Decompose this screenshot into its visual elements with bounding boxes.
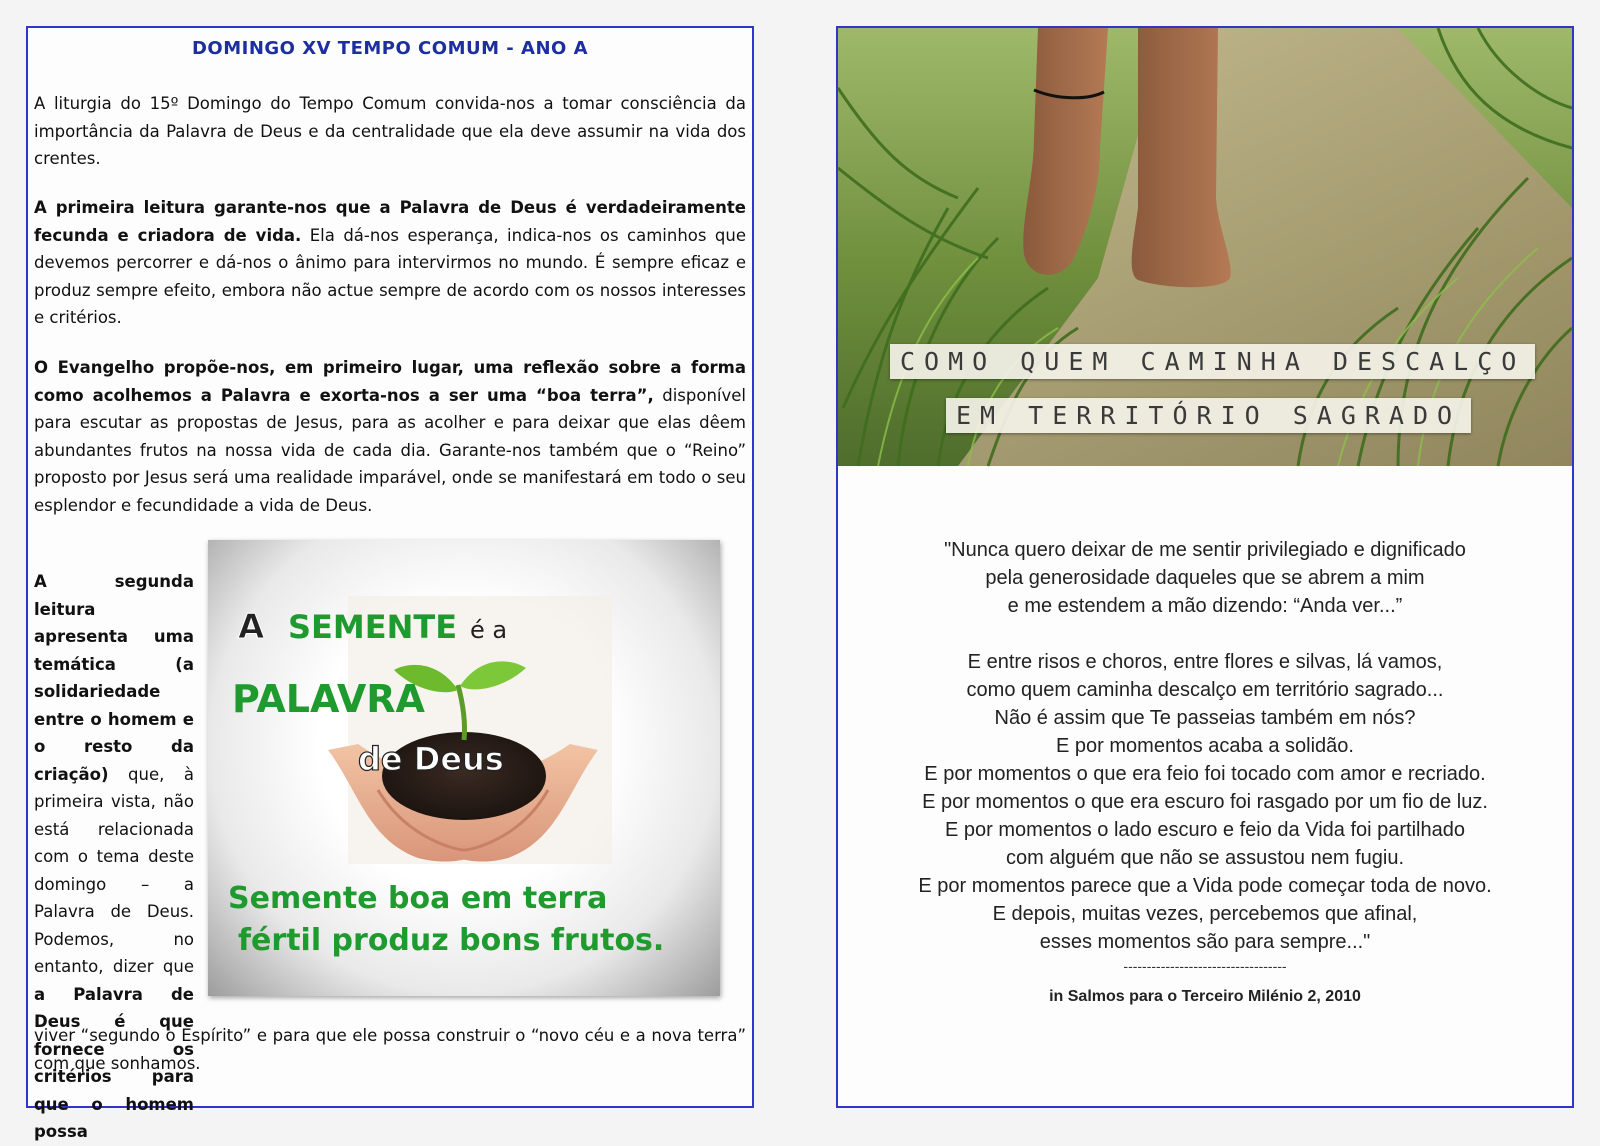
first-reading-lead: A primeira leitura garante-nos que a Palavra de Deus é verdadeiramente fecunda e criadora de vida. (34, 198, 746, 245)
second-reading-lead: A segunda leitura apresenta uma temática (a solidariedade entre o homem e o resto da criação) (34, 572, 194, 784)
seed-text-de-deus: de Deus (358, 740, 504, 778)
barefoot-walk-image (838, 28, 1572, 466)
poem-line: E por momentos o lado escuro e feio da Vida foi partilhado (945, 819, 1465, 841)
seed-text-a: A (238, 607, 265, 647)
poem-line (838, 620, 1572, 648)
right-leg (1132, 28, 1231, 287)
gospel-paragraph (34, 354, 746, 519)
poem-line: e me estendem a mão dizendo: “Anda ver...” (1007, 595, 1403, 617)
poem-line: E por momentos acaba a solidão. (1056, 735, 1354, 757)
first-reading-text: Ela dá-nos esperança, indica-nos os caminhos que devemos percorrer e dá-nos o ânimo para intervirmos no mundo. É sempre eficaz e produz sempre efeito, embora não actue sempre de acordo com os nossos interesses e critérios. (34, 225, 746, 327)
second-reading-emphasis: a Palavra de Deus é que fornece os critérios para que o homem possa (34, 984, 194, 1141)
seed-text-semente: SEMENTE (288, 608, 458, 646)
poem-line: como quem caminha descalço em território sagrado... (966, 679, 1444, 701)
intro-paragraph: A liturgia do 15º Domingo do Tempo Comum convida-nos a tomar consciência da importância da Palavra de Deus e da centralidade que ela deve assumir na vida dos crentes. (34, 94, 746, 168)
poem-line: com alguém que não se assustou nem fugiu. (1005, 847, 1405, 869)
poem-line: E depois, muitas vezes, percebemos que afinal, (992, 903, 1418, 925)
gospel-text: disponível para escutar as propostas de Jesus, para as acolher e para deixar que elas dêem abundantes frutos na nossa vida de cada dia. Garante-nos também que o “Reino” proposto por Jesus será uma realidade imparável, onde se manifestará em todo o seu esplendor e fecundidade a vida de Deus. (34, 385, 746, 515)
poem-line: E entre risos e choros, entre flores e silvas, lá vamos, (967, 651, 1443, 673)
second-reading-text: que, à primeira vista, não está relacionada com o tema deste domingo – a Palavra de Deus. Podemos, no entanto, dizer que (34, 764, 194, 976)
poem-line: "Nunca quero deixar de me sentir privilegiado e dignificado (944, 539, 1466, 561)
poem-source: in Salmos para o Terceiro Milénio 2, 2010 (1049, 988, 1361, 1005)
hero-caption-line1: COMO QUEM CAMINHA DESCALÇO (890, 344, 1535, 379)
poem-line: E por momentos o que era feio foi tocado com amor e recriado. (924, 763, 1486, 785)
poem (838, 536, 1572, 956)
poem-line: esses momentos são para sempre..." (1039, 931, 1371, 953)
seed-text-e-a: é a (470, 616, 508, 644)
seed-caption-2: fértil produz bons frutos. (238, 923, 665, 958)
divider-line: ----------------------------------- (1123, 958, 1287, 974)
page-title: DOMINGO XV TEMPO COMUM - ANO A (191, 38, 589, 59)
seed-illustration (208, 540, 720, 996)
poem-line: Não é assim que Te passeias também em nós? (994, 707, 1416, 729)
poem-line: pela generosidade daqueles que se abrem a mim (985, 567, 1425, 589)
seed-caption-1: Semente boa em terra (228, 881, 608, 916)
first-reading-paragraph (34, 194, 746, 332)
poem-line: E por momentos o que era escuro foi rasgado por um fio de luz. (922, 791, 1488, 813)
seed-text-palavra: PALAVRA (232, 677, 425, 721)
second-reading-tail: viver “segundo o Espírito” e para que ele possa construir o “novo céu e a nova terra” com que sonhamos. (34, 1026, 746, 1073)
gospel-lead: O Evangelho propõe-nos, em primeiro lugar, uma reflexão sobre a forma como acolhemos a Palavra e exorta-nos a ser uma “boa terra”, (34, 358, 746, 405)
hero-caption-line2: EM TERRITÓRIO SAGRADO (946, 398, 1471, 433)
right-page (836, 26, 1574, 1108)
seed-word-image (208, 540, 720, 996)
left-page (26, 26, 754, 1141)
poem-line: E por momentos parece que a Vida pode começar toda de novo. (918, 875, 1492, 897)
